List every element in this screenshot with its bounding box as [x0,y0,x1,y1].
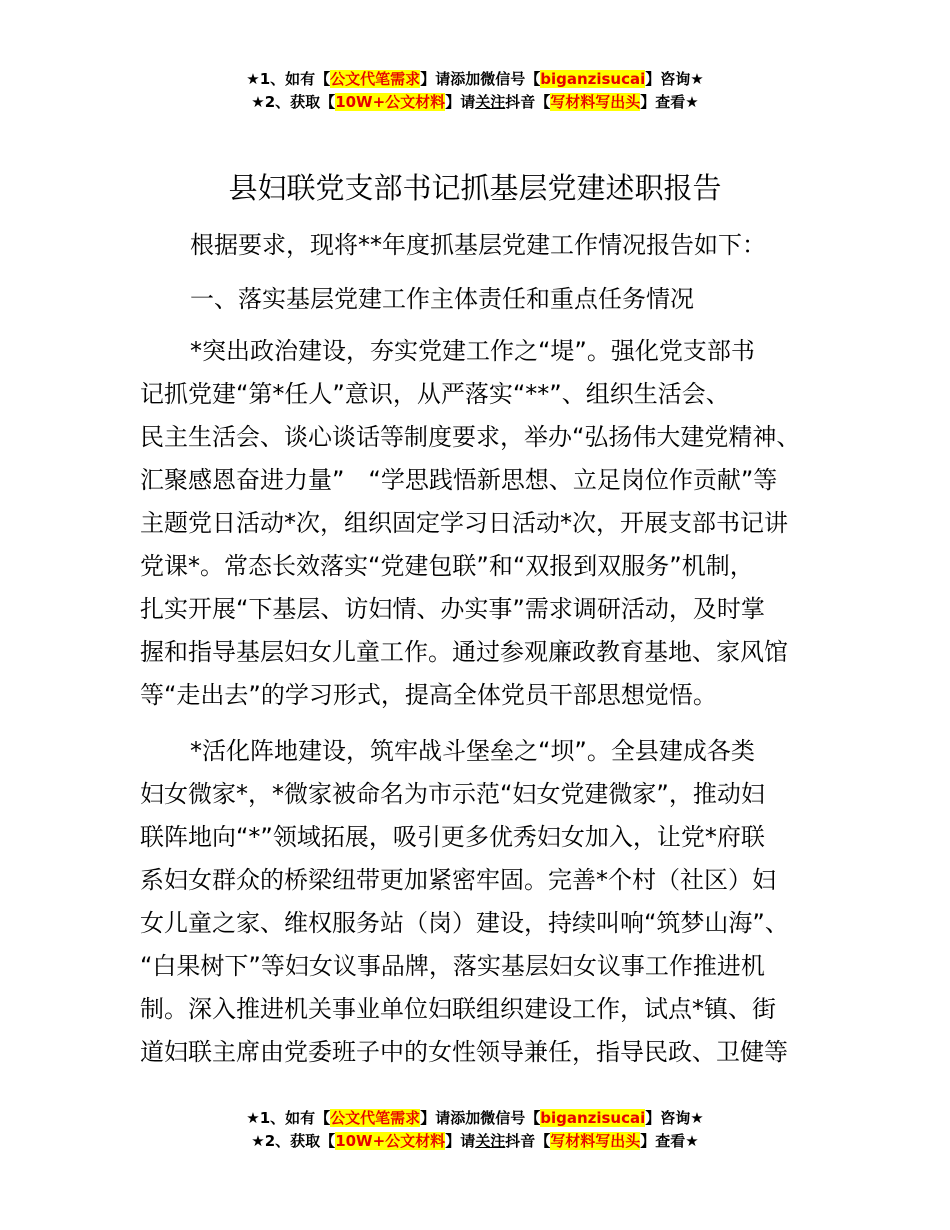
banner-text: 】请添加微信号【 [420,1109,541,1127]
highlight-tag: biganzisucai [540,70,646,88]
highlight-tag: 10W+公文材料 [335,93,446,111]
banner-text: 】咨询★ [645,70,704,88]
banner-text: 】查看★ [640,1132,699,1150]
paragraph-line: 道妇联主席由党委班子中的女性领导兼任，指导民政、卫健等 [140,1038,788,1066]
banner-text: ★1、如有【 [246,1109,331,1127]
paragraph-line: 妇女微家*，*微家被命名为市示范“妇女党建微家”，推动妇 [140,780,765,808]
paragraph-line: 扎实开展“下基层、访妇情、办实事”需求调研活动，及时掌 [140,595,765,623]
paragraph-line: 联阵地向“*”领域拓展，吸引更多优秀妇女加入，让党*府联 [140,823,765,851]
header-banner [0,68,950,114]
banner-text: 】请 [445,93,476,111]
paragraph-line: 制。深入推进机关事业单位妇联组织建设工作，试点*镇、街 [140,995,776,1023]
banner-text: 】请 [445,1132,476,1150]
paragraph-line: “白果树下”等妇女议事品牌，落实基层妇女议事工作推进机 [140,952,765,980]
paragraph-line: *活化阵地建设，筑牢战斗堡垒之“坝”。全县建成各类 [190,737,755,765]
highlight-tag: 公文代笔需求 [330,1109,421,1127]
banner-text: 抖音【 [505,1132,551,1150]
highlight-tag: biganzisucai [540,1109,646,1127]
banner-text: 】查看★ [640,93,699,111]
underlined-text: 关注 [475,93,506,111]
paragraph-line: 民主生活会、谈心谈话等制度要求，举办“弘扬伟大建党精神、 [140,423,801,451]
banner-line-1 [0,1107,950,1130]
intro-line: 根据要求，现将**年度抓基层党建工作情况报告如下： [190,231,766,259]
highlight-tag: 公文代笔需求 [330,70,421,88]
highlight-tag: 10W+公文材料 [335,1132,446,1150]
banner-text: ★1、如有【 [246,70,331,88]
underlined-text: 关注 [475,1132,506,1150]
paragraph-line: 党课*。常态长效落实“党建包联”和“双报到双服务”机制， [140,552,754,580]
banner-text: 抖音【 [505,93,551,111]
banner-text: 】请添加微信号【 [420,70,541,88]
footer-banner [0,1107,950,1153]
document-title: 县妇联党支部书记抓基层党建述职报告 [228,171,722,205]
banner-text: 】咨询★ [645,1109,704,1127]
banner-line-2 [0,1130,950,1153]
banner-text: ★2、获取【 [251,93,336,111]
paragraph-line: 记抓党建“第*任人”意识，从严落实“**”、组织生活会、 [140,380,730,408]
banner-line-2 [0,91,950,114]
section-heading: 一、落实基层党建工作主体责任和重点任务情况 [190,285,694,313]
banner-line-1 [0,68,950,91]
paragraph-line: *突出政治建设，夯实党建工作之“堤”。强化党支部书 [190,337,755,365]
paragraph-line: 系妇女群众的桥梁纽带更加紧密牢固。完善*个村（社区）妇 [140,866,776,894]
paragraph-line: 女儿童之家、维权服务站（岗）建设，持续叫响“筑梦山海”、 [140,909,789,937]
banner-text: ★2、获取【 [251,1132,336,1150]
paragraph-line: 主题党日活动*次，组织固定学习日活动*次，开展支部书记讲 [140,509,788,537]
paragraph-line: 等“走出去”的学习形式，提高全体党员干部思想觉悟。 [140,681,717,709]
paragraph-line: 汇聚感恩奋进力量” “学思践悟新思想、立足岗位作贡献”等 [140,466,778,494]
paragraph-line: 握和指导基层妇女儿童工作。通过参观廉政教育基地、家风馆 [140,638,788,666]
highlight-tag: 写材料写出头 [550,93,641,111]
highlight-tag: 写材料写出头 [550,1132,641,1150]
